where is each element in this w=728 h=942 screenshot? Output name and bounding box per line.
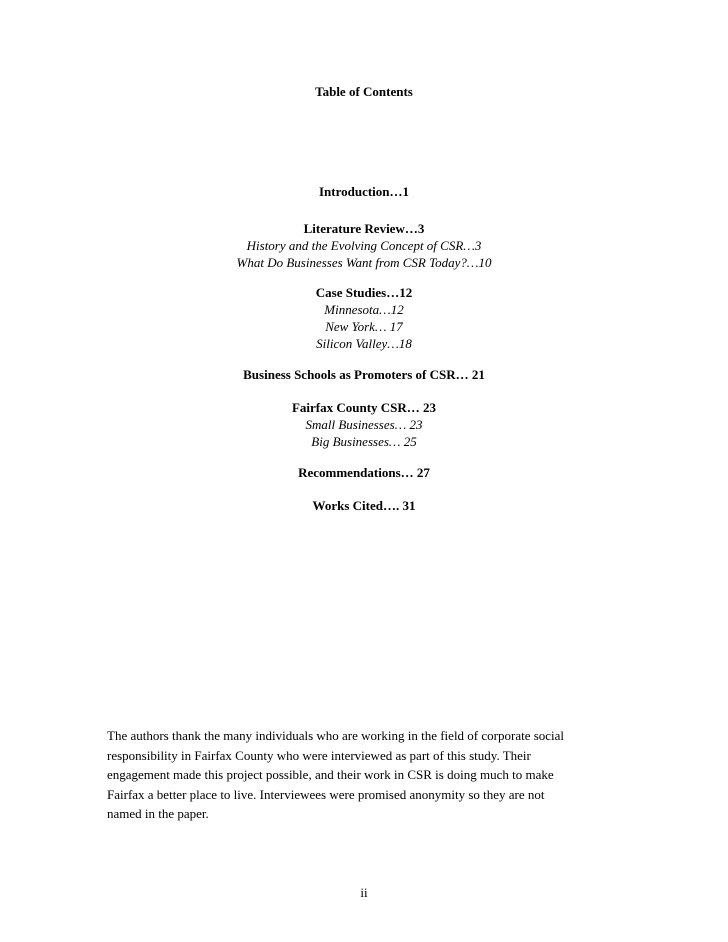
acknowledgment-line: named in the paper. (107, 806, 209, 821)
acknowledgment-line: responsibility in Fairfax County who were interviewed as part of this study. Their (107, 747, 531, 763)
page-title: Table of Contents (315, 84, 413, 99)
toc-introduction: Introduction…1 (318, 184, 410, 199)
acknowledgment-line: Fairfax a better place to live. Interviewees were promised anonymity so they are not (107, 786, 545, 802)
acknowledgment-line: engagement made this project possible, and their work in CSR is doing much to make (107, 767, 554, 782)
toc-small-businesses: Small Businesses… 23 (305, 417, 423, 432)
toc-minnesota: Minnesota…12 (324, 302, 404, 317)
acknowledgment-paragraph (107, 726, 627, 824)
toc-literature-review: Literature Review…3 (303, 221, 425, 236)
toc-silicon-valley: Silicon Valley…18 (316, 336, 412, 351)
toc-case-studies: Case Studies…12 (315, 285, 413, 300)
page-number: ii (360, 885, 368, 900)
toc-what-businesses-want: What Do Businesses Want from CSR Today?…10 (236, 255, 492, 270)
acknowledgment-line: The authors thank the many individuals who are working in the field of corporate social (107, 728, 565, 743)
toc-fairfax-county-csr: Fairfax County CSR… 23 (291, 400, 437, 415)
toc-history-evolving-concept: History and the Evolving Concept of CSR…3 (246, 238, 482, 253)
toc-business-schools: Business Schools as Promoters of CSR… 21 (243, 367, 485, 382)
toc-recommendations: Recommendations… 27 (298, 465, 430, 480)
toc-works-cited: Works Cited…. 31 (312, 498, 416, 513)
toc-big-businesses: Big Businesses… 25 (311, 434, 417, 449)
toc-new-york: New York… 17 (325, 319, 403, 334)
